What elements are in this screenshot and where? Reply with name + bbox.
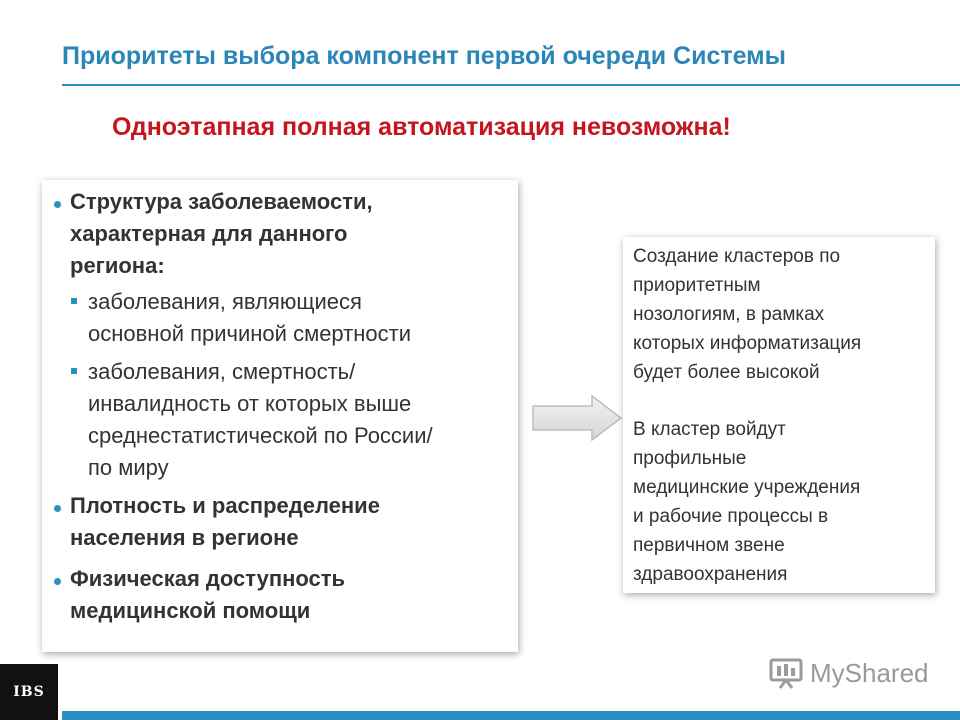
bullet-line: Физическая доступность bbox=[70, 566, 346, 591]
arrow-right-icon bbox=[530, 393, 624, 443]
watermark bbox=[768, 657, 929, 689]
dot-bullet-icon bbox=[54, 201, 61, 208]
watermark-text: MyShared bbox=[810, 657, 929, 688]
bullet-disease-structure bbox=[70, 186, 373, 282]
cluster-members-text bbox=[633, 415, 860, 589]
sub-bullet-line: основной причиной смертности bbox=[88, 321, 412, 346]
title-divider bbox=[62, 84, 960, 86]
text-line: профильные bbox=[633, 448, 747, 469]
text-line: медицинские учреждения bbox=[633, 477, 861, 498]
bullet-line: населения в регионе bbox=[70, 525, 299, 550]
text-line: приоритетным bbox=[633, 275, 761, 296]
presentation-screen-icon bbox=[768, 657, 804, 689]
dot-bullet-icon bbox=[54, 505, 61, 512]
sub-bullet-line: по миру bbox=[88, 455, 169, 480]
headline: Одноэтапная полная автоматизация невозможна! bbox=[112, 113, 731, 141]
text-line: здравоохранения bbox=[633, 564, 788, 585]
slide-title: Приоритеты выбора компонент первой очереди Системы bbox=[62, 42, 787, 70]
bullet-line: характерная для данного bbox=[70, 221, 348, 246]
square-bullet-icon bbox=[71, 368, 77, 374]
dot-bullet-icon bbox=[54, 578, 61, 585]
text-line: В кластер войдут bbox=[633, 419, 786, 440]
text-line: которых информатизация bbox=[633, 333, 862, 354]
text-line: и рабочие процессы в bbox=[633, 506, 829, 527]
bullet-population-density bbox=[70, 490, 380, 554]
footer-bar bbox=[62, 711, 960, 720]
text-line: Создание кластеров по bbox=[633, 246, 841, 267]
bullet-line: Структура заболеваемости, bbox=[70, 189, 373, 214]
sub-bullet-line: заболевания, являющиеся bbox=[88, 289, 362, 314]
ibs-logo: IBS bbox=[0, 664, 58, 720]
sub-bullet-line: заболевания, смертность/ bbox=[88, 359, 356, 384]
cluster-creation-text bbox=[633, 242, 861, 387]
text-line: нозологиям, в рамках bbox=[633, 304, 825, 325]
sub-bullet-line: среднестатистической по России/ bbox=[88, 423, 433, 448]
sub-bullet-mortality-causes bbox=[88, 286, 411, 350]
bullet-line: региона: bbox=[70, 253, 165, 278]
bullet-physical-access bbox=[70, 563, 345, 627]
bullet-line: Плотность и распределение bbox=[70, 493, 380, 518]
text-line: будет более высокой bbox=[633, 362, 820, 383]
text-line: первичном звене bbox=[633, 535, 785, 556]
bullet-line: медицинской помощи bbox=[70, 598, 311, 623]
sub-bullet-line: инвалидность от которых выше bbox=[88, 391, 412, 416]
priorities-panel bbox=[42, 180, 518, 652]
sub-bullet-above-average bbox=[88, 356, 433, 484]
square-bullet-icon bbox=[71, 298, 77, 304]
cluster-panel bbox=[623, 237, 935, 593]
